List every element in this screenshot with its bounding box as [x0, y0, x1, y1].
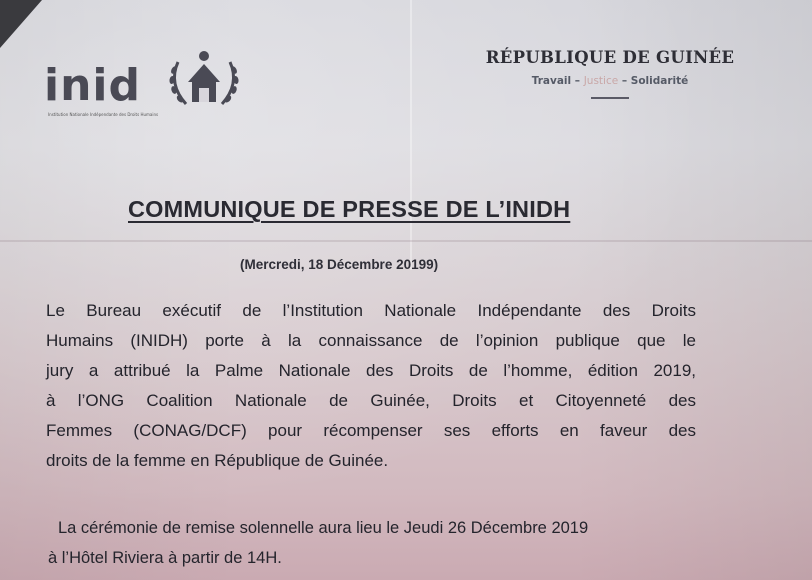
national-motto: [470, 75, 750, 87]
paper-crease-horizontal: [0, 240, 812, 242]
paragraph-line: jury a attribué la Palme Nationale des Droits de l’homme, édition 2019,: [46, 361, 696, 380]
main-paragraph: [46, 296, 696, 476]
motto-divider: [591, 97, 629, 99]
motto-dash: –: [621, 75, 628, 87]
press-release-title: COMMUNIQUE DE PRESSE DE L’INIDH: [128, 196, 571, 222]
paragraph-line: Humains (INIDH) porte à la connaissance de l’opinion publique que le: [46, 331, 696, 350]
inidh-logo: [44, 44, 244, 124]
ceremony-paragraph: [48, 513, 708, 573]
ceremony-line: à l’Hôtel Riviera à partir de 14H.: [48, 549, 282, 567]
press-release-date: (Mercredi, 18 Décembre 20199): [240, 257, 439, 272]
republic-header: [470, 48, 750, 99]
paper-crease-vertical: [410, 0, 412, 270]
motto-solidarite: Solidarité: [630, 75, 689, 87]
motto-travail: Travail: [531, 75, 572, 87]
paragraph-line: à l’ONG Coalition Nationale de Guinée, Droits et Citoyenneté des: [46, 391, 696, 410]
folded-corner: [0, 0, 42, 48]
logo-wordmark: inid: [44, 60, 141, 111]
motto-dash: –: [574, 75, 581, 87]
ceremony-line: La cérémonie de remise solennelle aura lieu le Jeudi 26 Décembre 2019: [58, 519, 589, 537]
paragraph-line: Femmes (CONAG/DCF) pour récompenser ses efforts en faveur des: [46, 421, 696, 440]
logo-tagline: Institution Nationale Indépendante des Droits Humains: [48, 112, 159, 117]
laurel-house-emblem-icon: [164, 44, 244, 114]
paragraph-line: droits de la femme en République de Guinée.: [46, 451, 389, 470]
paragraph-line: Le Bureau exécutif de l’Institution Nationale Indépendante des Droits: [46, 301, 696, 320]
republic-title: RÉPUBLIQUE DE GUINÉE: [485, 48, 735, 67]
motto-justice: Justice: [583, 75, 619, 87]
